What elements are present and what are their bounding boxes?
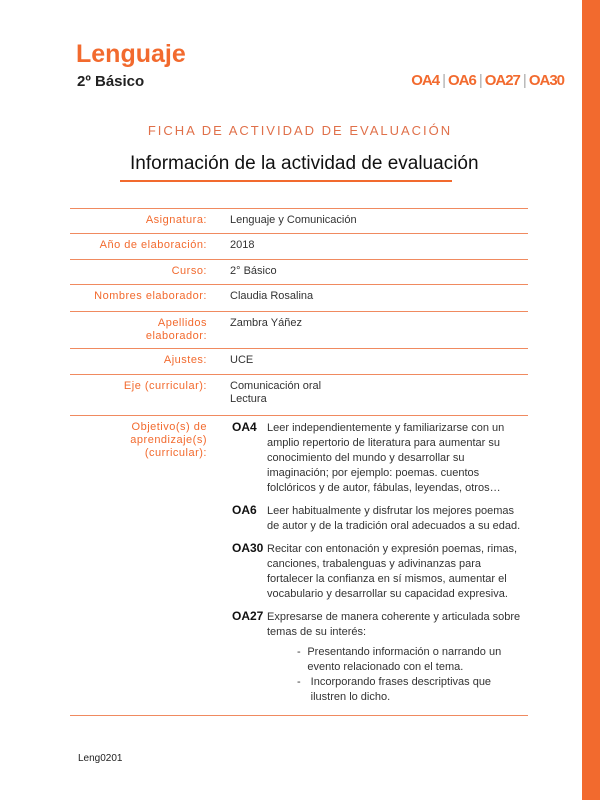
objective-text: Leer habitualmente y disfrutar los mejores poemas de autor y de la tradición oral adecuados a su edad. — [267, 505, 521, 532]
field-row — [70, 349, 528, 375]
bullet-item — [297, 645, 522, 675]
document-code: Leng0201 — [78, 753, 123, 764]
oa-codes: OA4 | OA6 | OA27 | OA30 — [411, 72, 564, 89]
field-value: 2° Básico — [230, 265, 277, 277]
objective-code: OA4 — [232, 420, 257, 434]
objective-code: OA6 — [232, 503, 257, 517]
field-label: Asignatura: — [145, 214, 207, 226]
field-label: Apellidos elaborador: — [145, 317, 207, 342]
grade-label: 2º Básico — [77, 73, 145, 90]
field-label: Curso: — [171, 265, 207, 277]
dash-icon: - — [297, 676, 301, 688]
field-row — [70, 375, 528, 416]
field-value: Lectura — [230, 393, 267, 405]
document-kicker: FICHA DE ACTIVIDAD DE EVALUACIÓN — [147, 123, 453, 138]
dash-icon: - — [297, 646, 301, 658]
field-value: Comunicación oral — [230, 380, 322, 392]
bullet-item — [297, 675, 522, 705]
objective-item — [232, 542, 528, 602]
objective-text: Recitar con entonación y expresión poemas, rimas, canciones, trabalenguas y adivinanzas para fortalecer la confianza en sí mismos, aumentar el vocabulario y desarrollar su capacidad expresiva. — [267, 543, 518, 600]
subject-title: Lenguaje — [76, 40, 186, 68]
heading-underline — [120, 180, 452, 182]
field-value: Claudia Rosalina — [230, 290, 314, 302]
bullet-text: Presentando información o narrando un evento relacionado con el tema. — [307, 646, 502, 673]
side-accent-stripe — [582, 0, 600, 800]
field-label: Ajustes: — [163, 354, 207, 366]
field-row — [70, 234, 528, 260]
field-row — [70, 260, 528, 285]
field-label: Nombres elaborador: — [94, 290, 207, 302]
objective-item — [232, 421, 528, 496]
field-label: Eje (curricular): — [123, 380, 207, 392]
field-row — [70, 285, 528, 312]
objectives-row — [70, 416, 528, 716]
oa-code: OA27 — [484, 72, 520, 89]
field-row — [70, 312, 528, 349]
field-value: Zambra Yáñez — [230, 317, 302, 329]
field-value: 2018 — [230, 239, 255, 251]
field-value: Lenguaje y Comunicación — [230, 214, 357, 226]
objective-text: Expresarse de manera coherente y articulada sobre temas de su interés: — [267, 611, 521, 638]
field-label: Objetivo(s) de aprendizaje(s) (curricular): — [130, 421, 207, 459]
field-label: Año de elaboración: — [99, 239, 207, 251]
objective-text: Leer independientemente y familiarizarse con un amplio repertorio de literatura para aumentar su conocimiento del mundo y desarrollar su imaginación; por ejemplo: poemas. cuentos folclóricos y de autor, fábulas, leyendas, otros… — [267, 422, 505, 494]
objective-item — [232, 504, 528, 534]
section-heading: Información de la actividad de evaluación — [130, 153, 479, 174]
oa-code: OA6 — [447, 72, 476, 89]
objective-code: OA30 — [232, 541, 264, 555]
info-table — [70, 208, 528, 716]
objective-item — [232, 610, 528, 705]
objective-code: OA27 — [232, 609, 264, 623]
oa-code: OA4 — [411, 72, 440, 89]
field-row — [70, 209, 528, 234]
field-value: UCE — [230, 354, 254, 366]
bullet-text: Incorporando frases descriptivas que ilustren lo dicho. — [310, 676, 492, 703]
oa-code: OA30 — [528, 72, 564, 89]
